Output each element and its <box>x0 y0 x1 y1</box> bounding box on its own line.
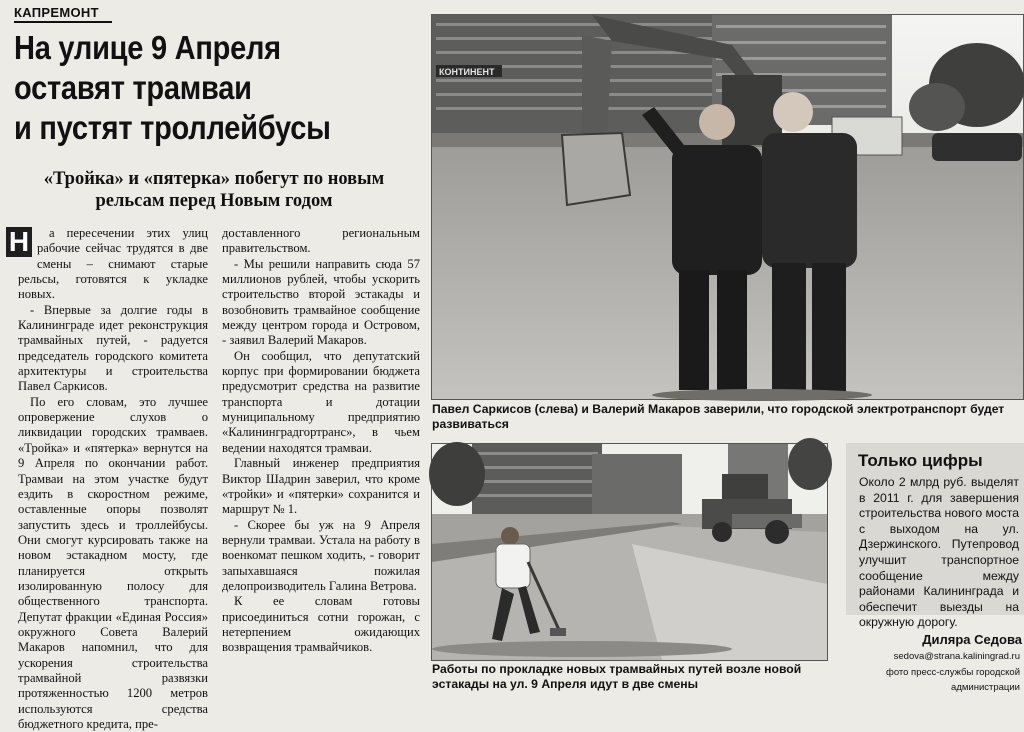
paragraph: По его словам, это лучшее опровержение слухов о ликвидации городских трамваев. «Тройка» и «пятерка» вернутся на 9 Апреля по окончании работ. Трамваи на этом участке будут ездить в скоростном режиме, оставленные опоры позволят запустить здесь и троллейбусы. Они смогут курсировать также на новом эстакадном мосту, где планируется открыть изолированную полосу для общественного транспорта. Депутат фракции «Единая Россия» окружного Совета Валерий Макаров напомнил, что для ускорения строительства трамвайной развязки протяженностью 1200 метров используются средства бюджетного кредита, пре- <box>18 394 208 731</box>
article-column-2 <box>222 226 420 700</box>
paragraph-text: а пересечении этих улиц рабочие сейчас трудятся в две смены – снимают старые рельсы, готовятся к укладке новых. <box>18 226 208 302</box>
paragraph: - Впервые за долгие годы в Калининграде идет реконструкция трамвайных путей, - радуется председатель городского комитета архитектуры и строительства Павел Саркисов. <box>18 302 208 394</box>
paragraph: - Мы решили направить сюда 57 миллионов рублей, чтобы ускорить строительство второй эстакады и возобновить трамвайное сообщение между центром города и Островом, - заявил Валерий Макаров. <box>222 256 420 348</box>
author-email: sedova@strana.kaliningrad.ru <box>893 651 1020 662</box>
author-name: Диляра Седова <box>922 632 1022 647</box>
paragraph: - Скорее бы уж на 9 Апреля вернули трамваи. Устала на работу в военкомат пешком ходить, - говорит запыхавшаяся пожилая делопроизводитель Галина Ветрова. <box>222 517 420 593</box>
headline <box>14 28 375 148</box>
headline-line: На улице 9 Апреля <box>14 29 281 66</box>
fact-box-title: Только цифры <box>858 451 983 470</box>
fact-box <box>846 443 1024 630</box>
paragraph: Он сообщил, что депутатский корпус при формировании бюджета предусмотрит средства на развитие транспорта и дотации муниципальному предприятию «Калининградгортранс», в чьем ведении находятся трамваи. <box>222 348 420 455</box>
section-label: КАПРЕМОНТ <box>14 4 112 23</box>
photo-officials <box>431 14 1024 400</box>
photo-officials-image <box>432 15 1023 399</box>
paragraph: К ее словам готовы присоединиться сотни горожан, с нетерпением ожидающих возвращения трамвайчиков. <box>222 594 420 655</box>
subheadline: «Тройка» и «пятерка» побегут по новым рельсам перед Новым годом <box>43 169 385 211</box>
photo-caption-2: Работы по прокладке новых трамвайных путей возле новой эстакады на ул. 9 Апреля идут в две смены <box>432 662 802 691</box>
article-column-1 <box>8 226 208 731</box>
photo-credit: администрации <box>951 682 1020 693</box>
photo-construction-image <box>432 444 827 660</box>
headline-line: оставят трамваи <box>14 69 252 106</box>
fact-box-text: Около 2 млрд руб. выделят в 2011 г. для завершения строительства нового моста с выходом на ул. Дзержинского. Путепровод улучшит транспортное сообщение между районами Калининграда и обеспечит выезды на окружную дорогу. <box>859 475 1019 630</box>
dropcap: Н <box>6 227 32 257</box>
photo-caption-1: Павел Саркисов (слева) и Валерий Макаров заверили, что городской электротранспорт будет развиваться <box>432 402 1005 431</box>
photo-construction <box>431 443 828 661</box>
paragraph: Главный инженер предприятия Виктор Шадрин заверил, что кроме «тройки» и «пятерки» сохранится и маршрут № 1. <box>222 456 420 517</box>
store-sign: КОНТИНЕНТ <box>439 67 495 77</box>
photo-credit: фото пресс-службы городской <box>886 667 1020 678</box>
paragraph: доставленного региональным правительством. <box>222 226 420 256</box>
headline-line: и пустят троллейбусы <box>14 109 331 146</box>
paragraph <box>8 226 208 303</box>
